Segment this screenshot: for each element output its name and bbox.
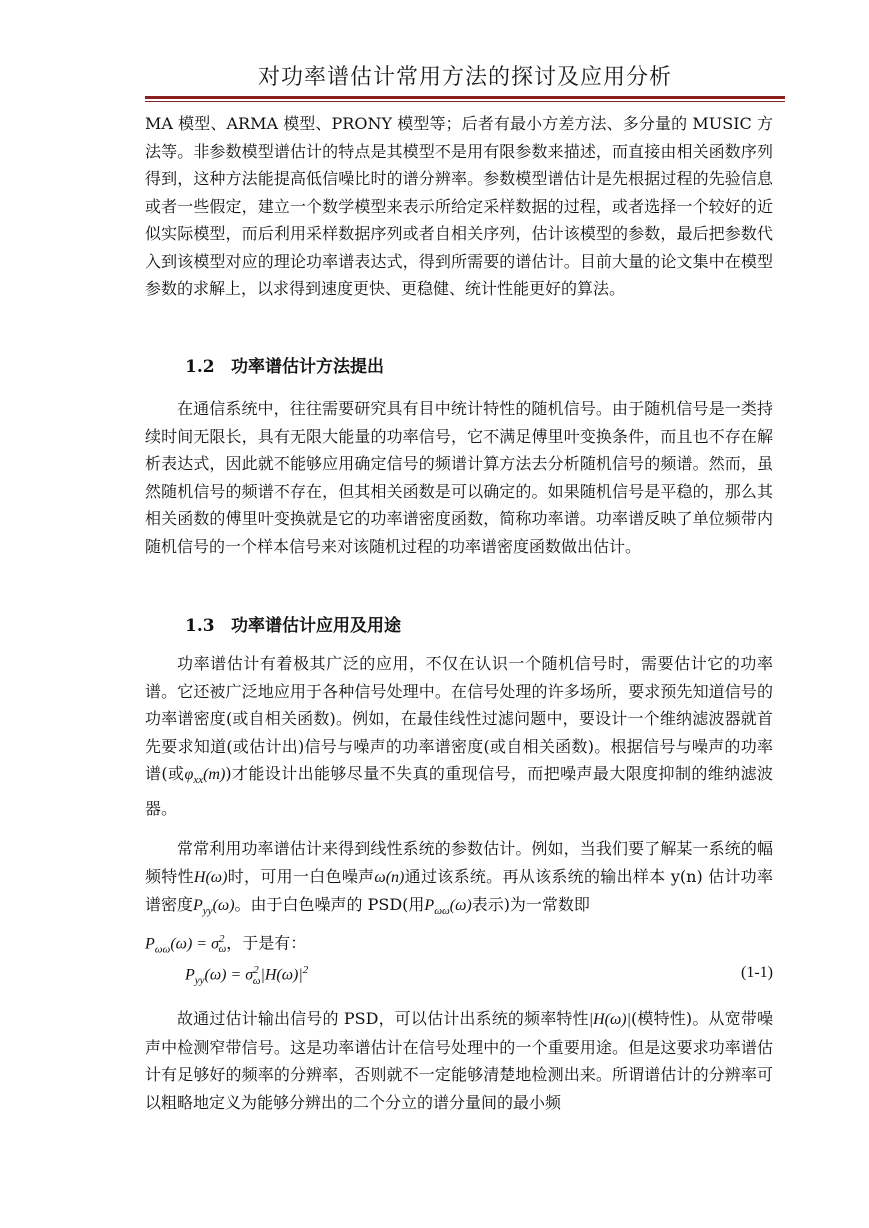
section-number: 1.3: [185, 616, 215, 636]
text-run: (模特性)。从宽带噪声中检测窄带信号。这是功率谱估计在信号处理中的一个重要用途。但是这要求功率谱估计有足够好的频率的分辨率，否则就不一定能够清楚地检测出来。所谓谱估计的分辨率可以粗略地定义为能够分辨出的二个分立的谱分量间的最小频: [145, 1009, 773, 1112]
section-heading-1-2: [185, 352, 384, 377]
eq-mid: (ω) = σ: [204, 966, 254, 984]
section-1-3-paragraph-2: [145, 835, 773, 964]
math-p: P: [424, 897, 435, 914]
header-rule-thick: [145, 96, 785, 99]
section-1-2-paragraph: 在通信系统中，往往需要研究具有目中统计特性的随机信号。由于随机信号是一类持续时间无限长，具有无限大能量的功率信号，它不满足傅里叶变换条件，而且也不存在解析表达式，因此就不能够应用确定信号的频谱计算方法去分析随机信号的频谱。然而，虽然随机信号的频谱不存在，但其相关函数是可以确定的。如果随机信号是平稳的，那么其相关函数的傅里叶变换就是它的功率谱密度函数，简称功率谱。功率谱反映了单位频带内随机信号的一个样本信号来对该随机过程的功率谱密度函数做出估计。: [145, 399, 773, 556]
math-omega-n: ω(n): [374, 868, 405, 886]
text-run: ，于是有：: [226, 933, 307, 953]
text-run: 通过该系统。再从该系统的输出样本 y(n) 估计功率谱密度: [145, 866, 773, 914]
math-subscript: ωω: [154, 943, 171, 956]
math-h-omega: H(ω): [193, 868, 228, 886]
math-expr: (ω) = σ: [170, 935, 219, 953]
math-p: P: [145, 935, 155, 953]
text-run: 表示)为一常数即: [471, 895, 590, 914]
running-header: 对功率谱估计常用方法的探讨及应用分析: [257, 65, 672, 90]
section-title: 功率谱估计方法提出: [231, 357, 384, 377]
eq-rhs-superscript: 2: [302, 964, 309, 976]
math-subscript: ωω: [434, 905, 450, 918]
eq-rhs: |H(ω)|: [260, 966, 303, 984]
intro-paragraph: MA 模型、ARMA 模型、PRONY 模型等；后者有最小方差方法、多分量的 MUSIC 方法等。非参数模型谱估计的特点是其模型不是用有限参数来描述，而直接由相关函数序列得到，这种方法能提高低信噪比时的谱分辨率。参数模型谱估计是先根据过程的先验信息或者一些假定，建立一个数学模型来表示所给定采样数据的过程，或者选择一个较好的近似实际模型，而后利用采样数据序列或者自相关序列，估计该模型的参数，最后把参数代入到该模型对应的理论功率谱表达式，得到所需要的谱估计。目前大量的论文集中在模型参数的求解上，以求得到速度更快、更稳健、统计性能更好的算法。: [145, 114, 773, 298]
math-arg: (m): [203, 766, 226, 783]
section-number: 1.2: [185, 357, 215, 377]
math-abs-h-omega: |H(ω)|: [588, 1011, 632, 1028]
equation-1-1: [185, 964, 773, 987]
text-run: 故通过估计输出信号的 PSD，可以估计出系统的频率特性: [177, 1009, 589, 1028]
header-rule-thin: [145, 101, 785, 102]
math-subscript: yy: [202, 905, 213, 918]
section-1-3-paragraph-3: [145, 1005, 773, 1116]
math-superscript: 2: [218, 932, 225, 945]
math-p: P: [193, 897, 203, 914]
section-heading-1-3: [185, 611, 401, 636]
math-subscript: xx: [193, 774, 204, 787]
math-subscript: ω: [218, 943, 227, 956]
section-title: 功率谱估计应用及用途: [231, 616, 401, 636]
section-1-3-paragraph-1: [145, 650, 773, 822]
text-run: 功率谱估计有着极其广泛的应用，不仅在认识一个随机信号时，需要估计它的功率谱。它还被广泛地应用于各种信号处理中。在信号处理的许多场所，要求预先知道信号的功率谱密度(或自相关函数)。例如，在最佳线性过滤问题中，要设计一个维纳滤波器就首先要求知道(或估计出)信号与噪声的功率谱密度(或自相关函数)。根据信号与噪声的功率谱(或: [145, 654, 773, 783]
math-arg: (ω): [212, 897, 235, 914]
phi-symbol: φ: [184, 766, 194, 783]
section-1-3-body-2: [145, 835, 773, 964]
section-1-2-body: [145, 395, 773, 560]
intro-block: [145, 110, 773, 303]
text-run: 时，可用一白色噪声: [227, 866, 375, 886]
text-run: 。由于白色噪声的 PSD(用: [234, 895, 425, 914]
math-arg: (ω): [449, 897, 472, 914]
text-run: )才能设计出能够尽量不失真的重现信号，而把噪声最大限度抑制的维纳滤波器。: [145, 764, 773, 818]
eq-sigma-subscript: ω: [252, 974, 261, 987]
eq-lhs-subscript: yy: [194, 974, 205, 987]
equation-number: (1-1): [741, 964, 773, 981]
section-1-3-body-3: [145, 1005, 773, 1116]
eq-lhs: P: [185, 966, 195, 984]
text-run: 常常利用功率谱估计来得到线性系统的参数估计。例如，当我们要了解某一系统的幅频特性: [145, 839, 773, 886]
eq-sigma-superscript: 2: [253, 964, 259, 976]
section-1-3-body-1: [145, 650, 773, 822]
